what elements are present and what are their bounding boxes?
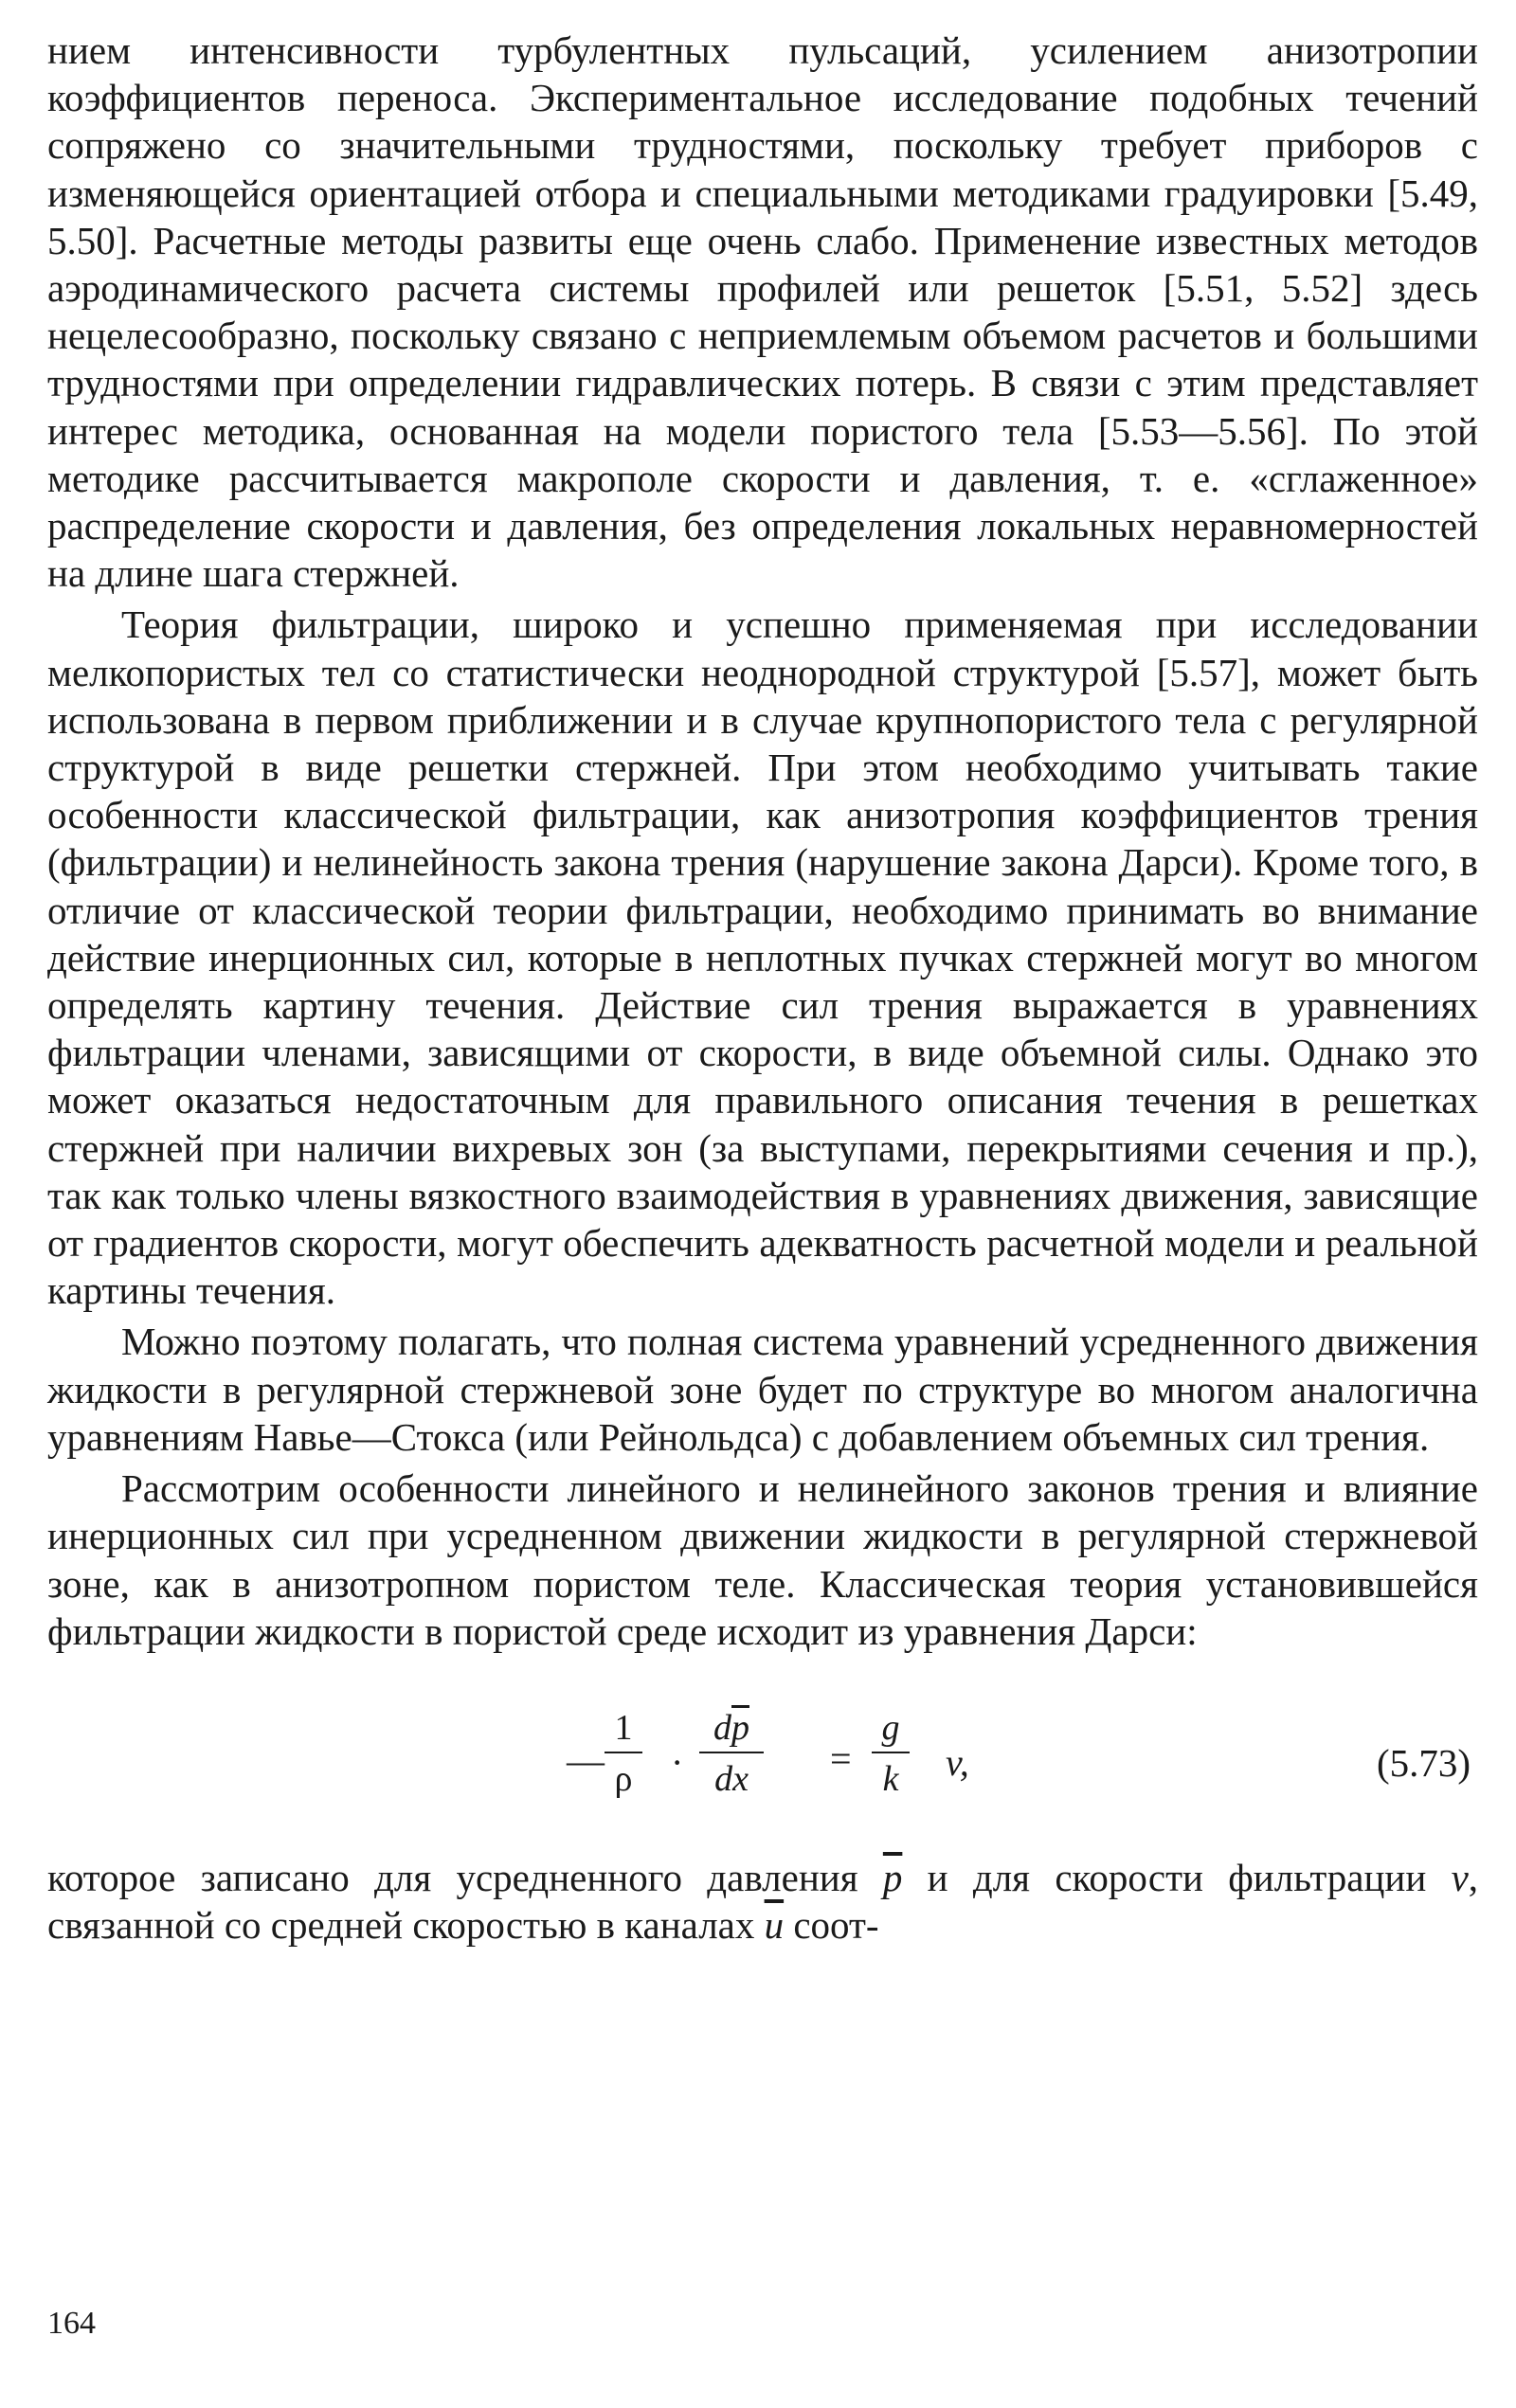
fraction-g-over-k: [872, 1706, 910, 1801]
fraction-denominator: ρ: [614, 1758, 633, 1799]
text-segment: соот-: [784, 1903, 879, 1948]
equation-rhs-velocity: v,: [946, 1740, 969, 1784]
fraction-bar: [699, 1752, 764, 1753]
fraction-numerator: [699, 1706, 764, 1750]
equation-equals: =: [830, 1736, 852, 1780]
fraction-dp-over-dx: [699, 1706, 764, 1801]
page-content: [47, 27, 1478, 1949]
equation-number: (5.73): [1376, 1740, 1471, 1785]
paragraph-1: нием интенсивности турбулентных пульсаций, усилением анизотропии коэффициентов переноса. Экспериментальное исследование подобных течений сопряжено со значительными трудностями, поскольку требует приборов с изменяющейся ориентацией отбора и специальными методиками градуировки [5.49, 5.50]. Расчетные методы развиты еще очень слабо. Применение известных методов аэродинамического расчета системы профилей или решеток [5.51, 5.52] здесь нецелесообразно, поскольку связано с неприемлемым объемом расчетов и большими трудностями при определении гидравлических потерь. В связи с этим представляет интерес методика, основанная на модели пористого тела [5.53—5.56]. По этой методике рассчитывается макрополе скорости и давления, т. е. «сглаженное» распределение скорости и давления, без определения локальных неравномерностей на длине шага стержней.: [47, 28, 1478, 596]
paragraph-4: Рассмотрим особенности линейного и нелинейного законов трения и влияние инерционных сил при усредненном движении жидкости в регулярной стержневой зоне, как в анизотропном пористом теле. Классическая теория установившейся фильтрации жидкости в пористой среде исходит из уравнения Дарси:: [47, 1466, 1478, 1653]
equation-minus: —: [567, 1738, 605, 1782]
fraction-numerator: 1: [614, 1707, 633, 1748]
fraction-one-over-rho: [605, 1706, 642, 1801]
paragraph-2: Теория фильтрации, широко и успешно применяемая при исследовании мелкопористых тел со статистически неоднородной структурой [5.57], может быть использована в первом приближении и в случае крупнопористого тела с регулярной структурой в виде решетки стержней. При этом необходимо учитывать такие особенности классической фильтрации, как анизотропия коэффициентов трения (фильтрации) и нелинейность закона трения (нарушение закона Дарси). Кроме того, в отличие от классической теории фильтрации, необходимо принимать во внимание действие инерционных сил, которые в неплотных пучках стержней могут во многом определять картину течения. Действие сил трения выражается в уравнениях фильтрации членами, зависящими от скорости, в виде объемной силы. Однако это может оказаться недостаточным для правильного описания течения в решетках стержней при наличии вихревых зон (за выступами, перекрытиями сечения и пр.), так как только члены вязкостного взаимодействия в уравнениях движения, зависящие от градиентов скорости, могут обеспечить адекватность расчетной модели и реальной картины течения.: [47, 602, 1478, 1313]
darcy-equation: [567, 1706, 1002, 1810]
fraction-bar: [605, 1752, 642, 1753]
fraction-bar: [872, 1752, 910, 1753]
equation-dot: ·: [671, 1740, 684, 1784]
text-segment: , связанной со средней скоростью в каналах: [47, 1855, 1479, 1948]
paragraph-3: Можно поэтому полагать, что полная система уравнений усредненного движения жидкости в регулярной стержневой зоне будет по структуре во многом аналогична уравнениям Навье—Стокса (или Рейнольдса) с добавлением объемных сил трения.: [47, 1320, 1478, 1459]
symbol-v: v: [1451, 1855, 1469, 1899]
numerator-d: d: [713, 1707, 731, 1748]
symbol-p-bar: $\overline{p}$: [882, 1855, 903, 1899]
equation-block: [47, 1655, 1478, 1854]
text-segment: и для скорости фильтрации: [902, 1855, 1452, 1899]
fraction-denominator: k: [882, 1758, 899, 1799]
fraction-numerator: g: [881, 1707, 900, 1748]
fraction-denominator: dx: [714, 1758, 749, 1799]
page-number: 164: [47, 2306, 96, 2341]
symbol-u-bar: $\overline{u}$: [764, 1903, 785, 1948]
numerator-p-bar: $\overline{p}$: [731, 1707, 749, 1748]
text-segment: которое записано для усредненного давления: [47, 1855, 883, 1899]
paragraph-after-equation: [47, 1854, 1478, 1949]
